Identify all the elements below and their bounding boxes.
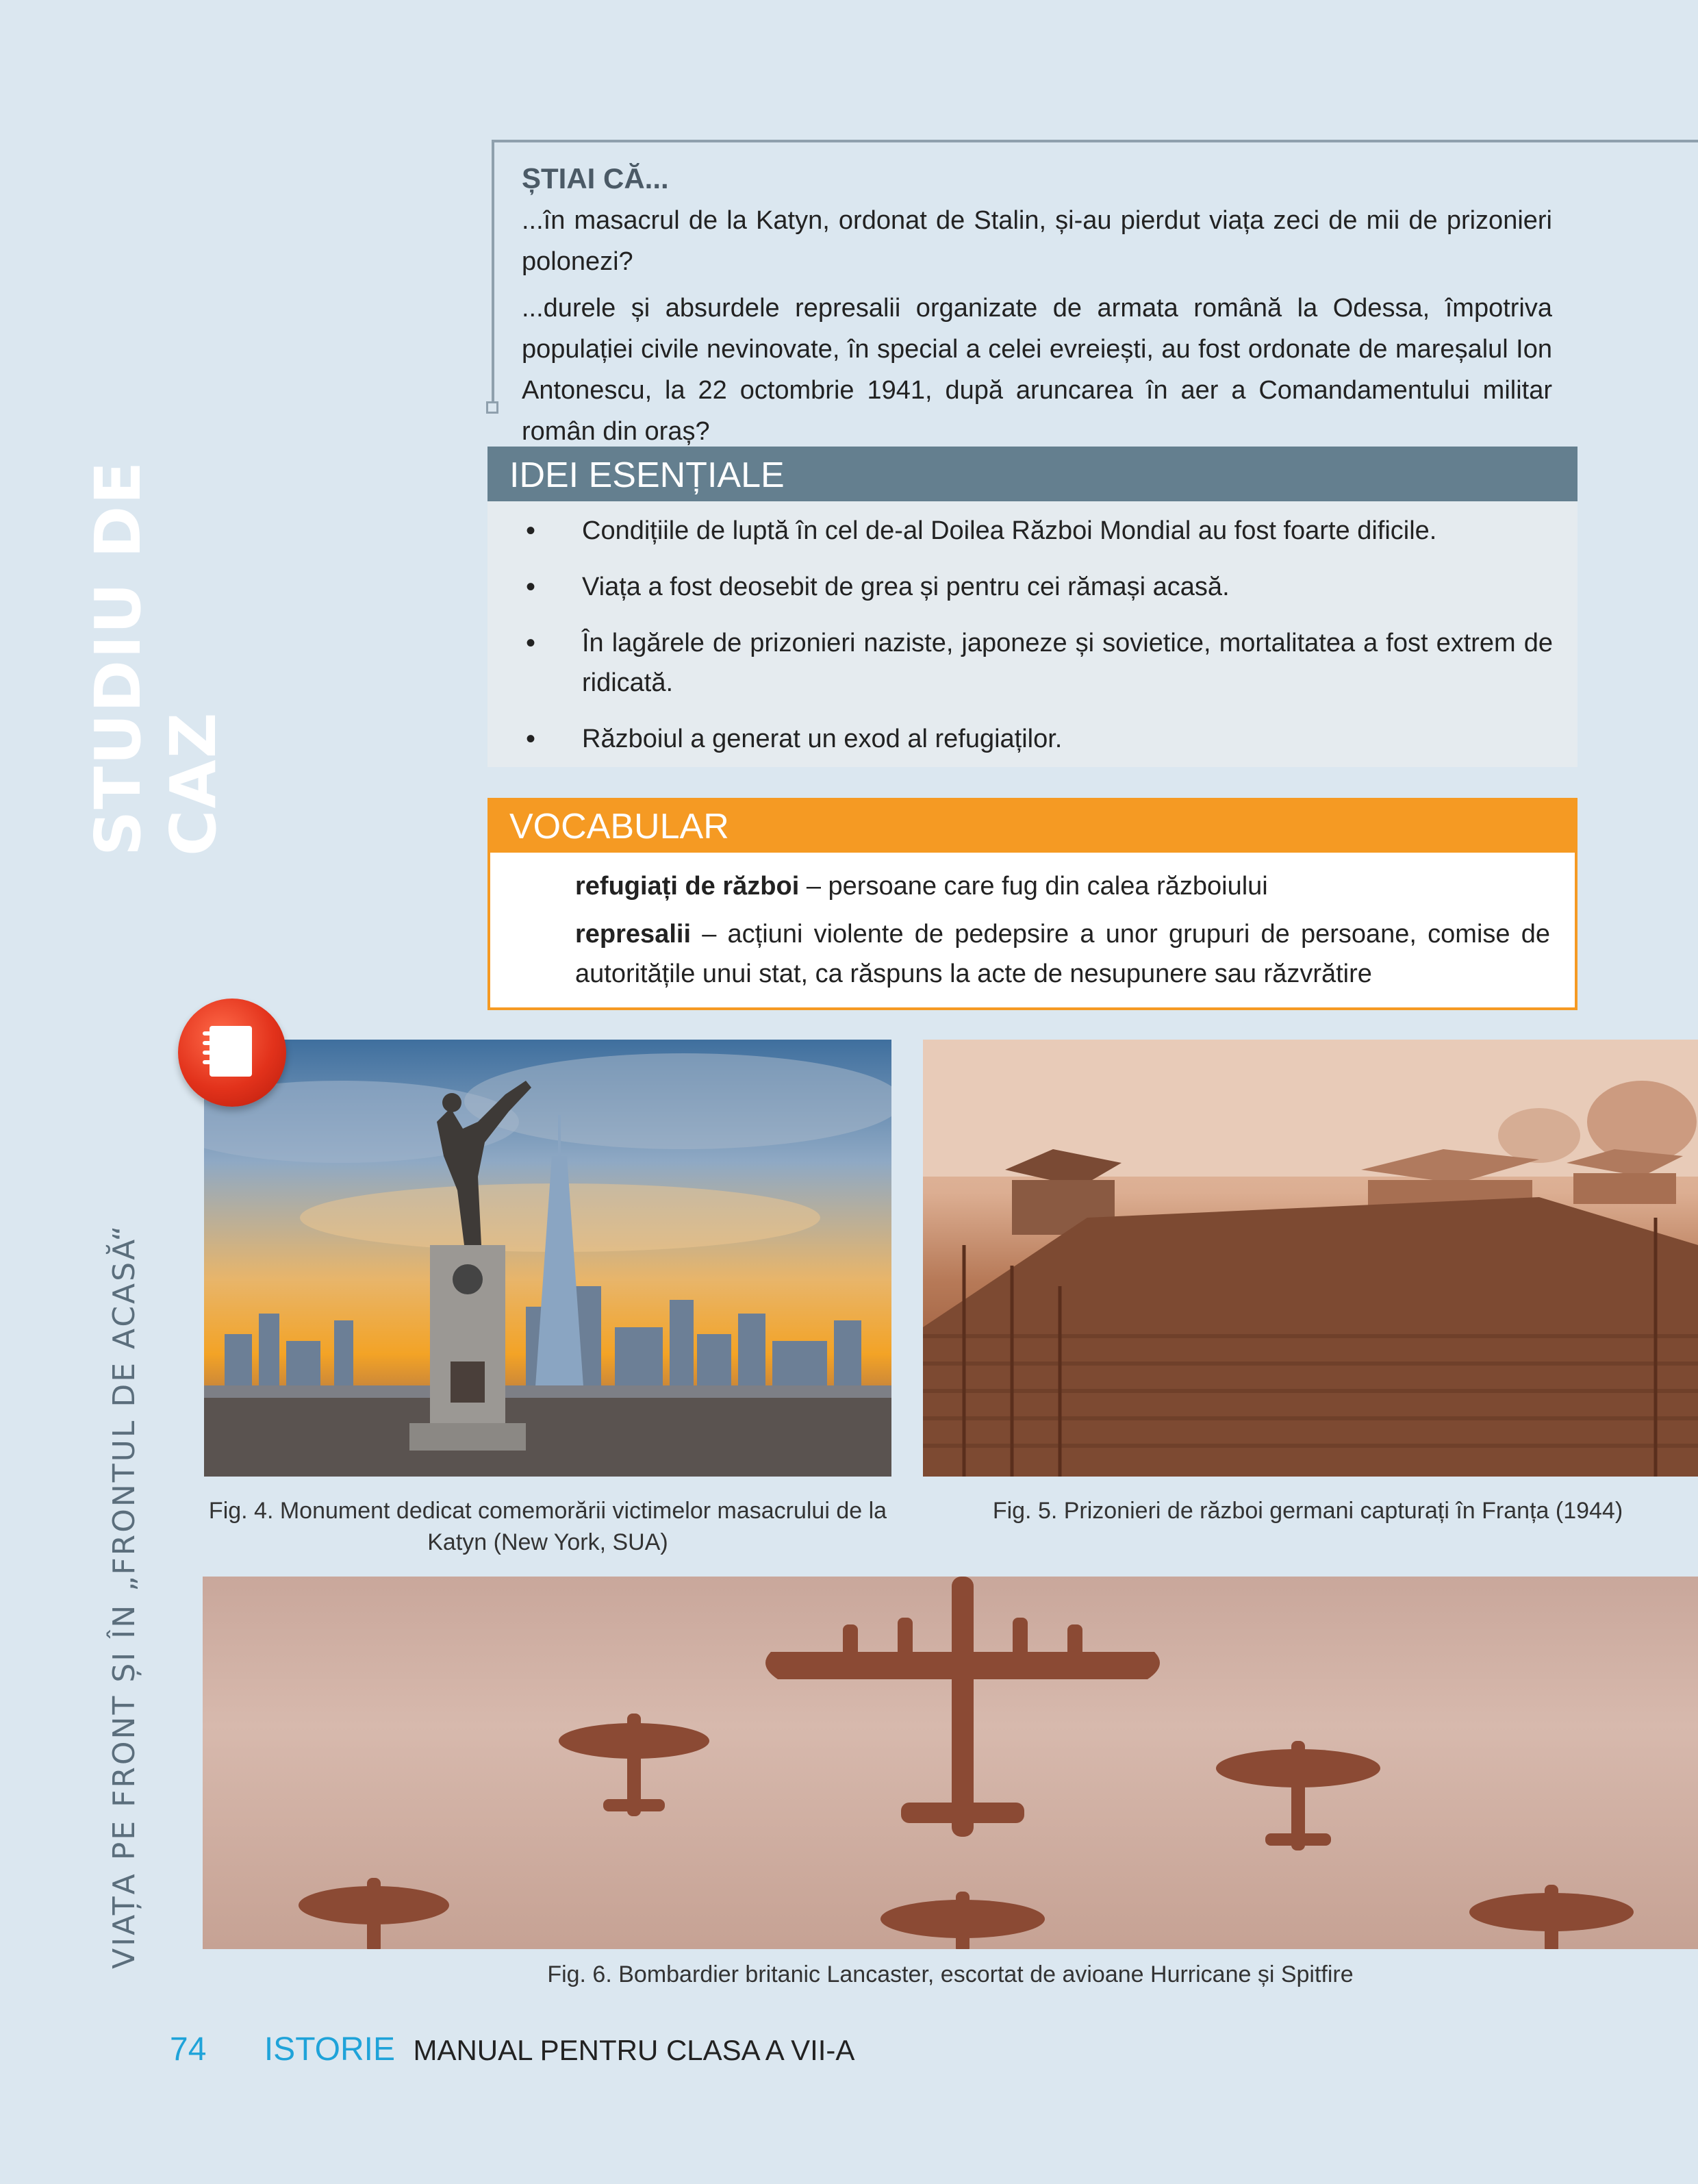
- vocabular-definition: – acțiuni violente de pedepsire a unor grupuri de persoane, comise de autoritățile unui stat, ca răspuns la acte de nesupunere sau răzvrătire: [575, 920, 1550, 988]
- notebook-ring: [203, 1060, 216, 1064]
- vocabular-definition: – persoane care fug din calea războiului: [799, 872, 1268, 901]
- notebook-badge-icon: [178, 999, 286, 1107]
- figure-6-aircraft-photo: [203, 1577, 1698, 1949]
- idei-esentiale-header: IDEI ESENȚIALE: [487, 447, 1577, 501]
- vocabular-term: represalii: [575, 920, 691, 949]
- prisoners-camp-illustration: [923, 1040, 1698, 1477]
- stiai-paragraph-2: ...durele și absurdele represalii organizate de armata română la Odessa, împotriva populației civile nevinovate, în special a celei evreiești, au fost ordonate de mareșalul Ion Antonescu, la 22 octombrie 1941, după aruncarea în aer a Comandamentului militar român din oraș?: [522, 294, 1552, 446]
- stiai-title: ȘTIAI CĂ...: [522, 162, 669, 194]
- side-label-studiu-de-caz: STUDIU DE CAZ: [81, 460, 230, 856]
- notebook-ring: [203, 1041, 216, 1045]
- vocabular-term: refugiați de război: [575, 872, 800, 901]
- notebook-ring: [203, 1051, 216, 1055]
- vocabular-header: VOCABULAR: [487, 798, 1577, 853]
- footer-subject: ISTORIE: [264, 2031, 395, 2068]
- page-footer: [170, 2026, 854, 2074]
- stiai-paragraph-1: ...în masacrul de la Katyn, ordonat de Stalin, și-au pierdut viața zeci de mii de prizonieri polonezi?: [522, 206, 1552, 276]
- vocabular-entry: [575, 914, 1550, 994]
- figure-5-caption: Fig. 5. Prizonieri de război germani capturați în Franța (1944): [992, 1498, 1623, 1524]
- figure-4-katyn-monument-photo: [204, 1040, 891, 1477]
- idei-esentiale-body: [487, 501, 1577, 767]
- aircraft-formation-illustration: [203, 1577, 1698, 1949]
- side-label-chapter: VIAȚA PE FRONT ȘI ÎN „FRONTUL DE ACASĂ“: [107, 1223, 142, 1969]
- notebook-ring: [203, 1031, 216, 1035]
- stiai-ca-box: [522, 159, 1552, 457]
- page-number: 74: [170, 2031, 207, 2068]
- idei-item: • Condițiile de luptă în cel de-al Doilea Război Mondial au fost foarte dificile.: [522, 511, 1553, 551]
- figure-4-caption: Fig. 4. Monument dedicat comemorării victimelor masacrului de la Katyn (New York, SUA): [208, 1498, 887, 1555]
- idei-item: • În lagărele de prizonieri naziste, japoneze și sovietice, mortalitatea a fost extrem de ridicată.: [522, 623, 1553, 703]
- katyn-monument-illustration: [204, 1040, 891, 1477]
- stiai-frame-corner: [486, 401, 498, 414]
- footer-subtitle: MANUAL PENTRU CLASA A VII-A: [413, 2034, 855, 2066]
- figure-6-caption: Fig. 6. Bombardier britanic Lancaster, escortat de avioane Hurricane și Spitfire: [547, 1961, 1354, 1987]
- idei-item: • Viața a fost deosebit de grea și pentru cei rămași acasă.: [522, 567, 1553, 607]
- figure-5-prisoners-photo: [923, 1040, 1698, 1477]
- vocabular-body: [487, 853, 1577, 1010]
- vocabular-entry: [575, 866, 1550, 906]
- idei-item: • Războiul a generat un exod al refugiaților.: [522, 719, 1553, 759]
